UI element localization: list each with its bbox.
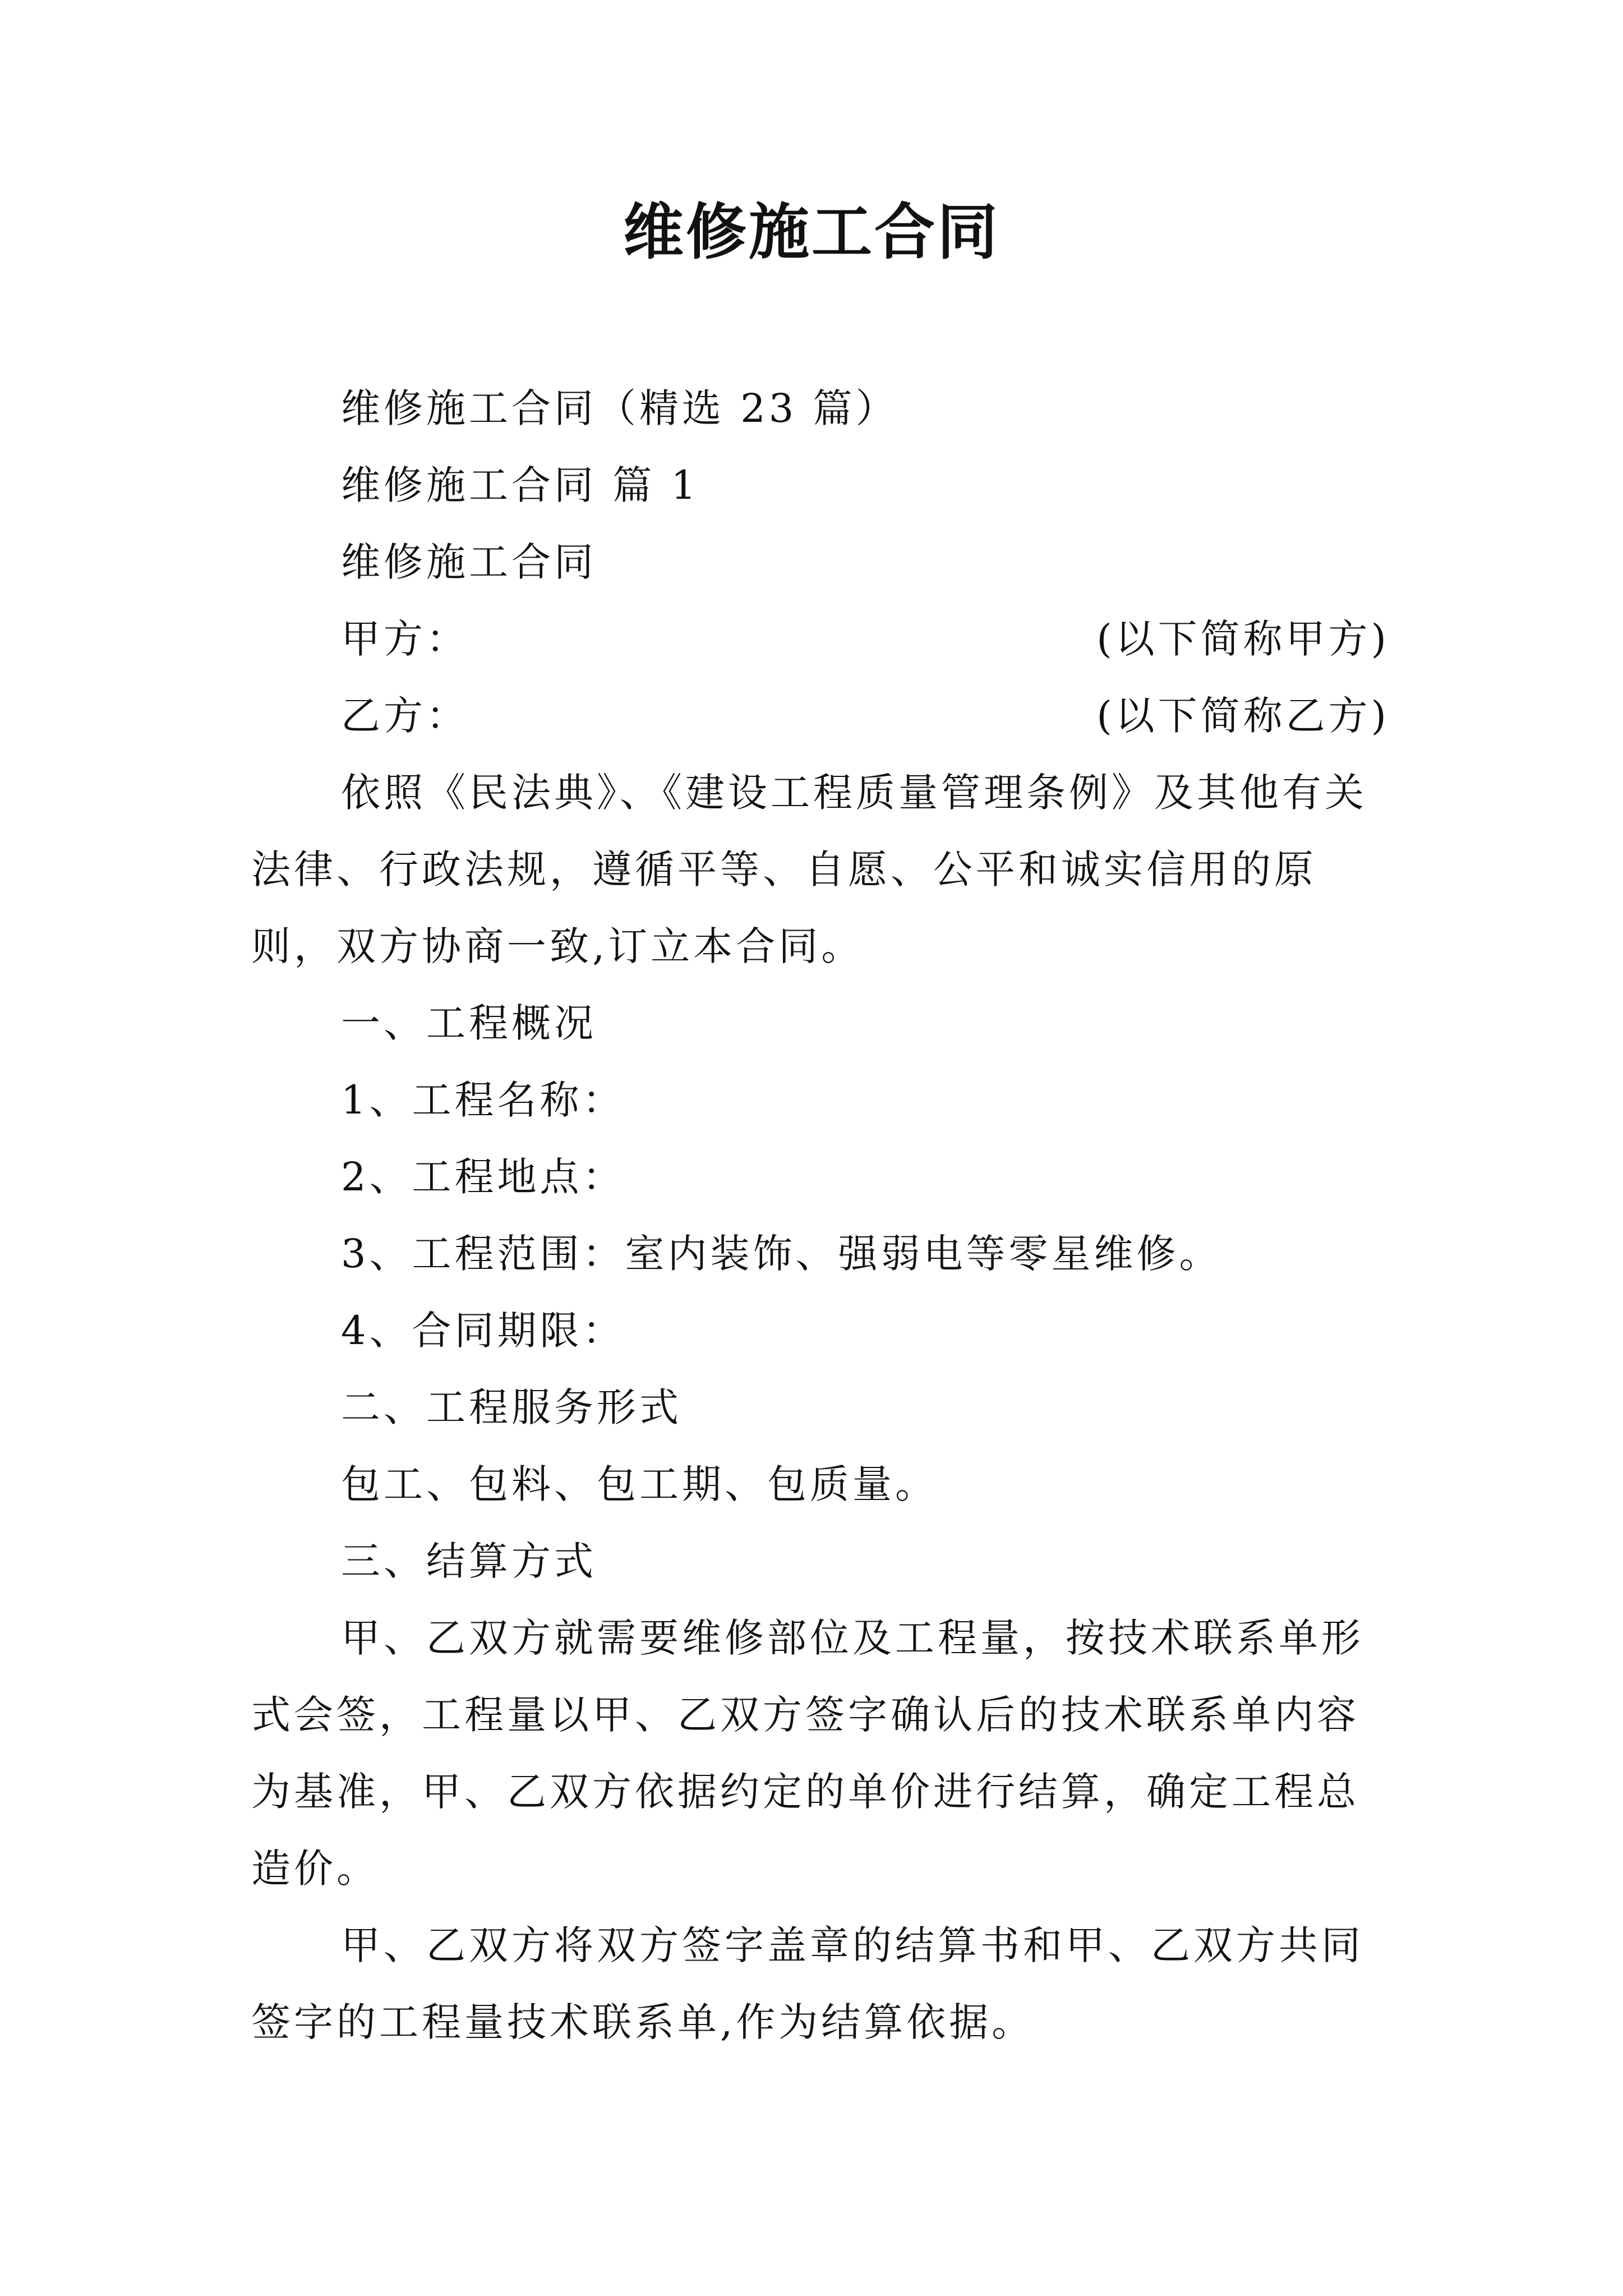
party-b-line — [251, 678, 1390, 754]
section-item: 4、合同期限： — [341, 1308, 625, 1354]
intro-paragraph: 依照《民法典》、《建设工程质量管理条例》及其他有关法律、行政法规，遵循平等、自愿、公平和诚实信用的原则，双方协商一致,订立本合同。 — [251, 770, 1367, 969]
section-item: 二、工程服务形式 — [341, 1384, 682, 1430]
party-a-label: 甲方： — [341, 616, 469, 662]
document-title: 维修施工合同 — [623, 197, 1000, 268]
section-item: 2、工程地点： — [341, 1154, 625, 1200]
section-item: 三、结算方式 — [341, 1538, 597, 1584]
settlement-paragraph: 甲、乙双方就需要维修部位及工程量，按技术联系单形式会签，工程量以甲、乙双方签字确认后的技术联系单内容为基准，甲、乙双方依据约定的单价进行结算，确定工程总造价。 — [251, 1615, 1364, 1892]
party-b-label: 乙方： — [341, 693, 469, 739]
contract-name-line: 维修施工合同 — [341, 539, 597, 585]
party-a-line — [251, 601, 1390, 678]
party-b-note: (以下简称乙方) — [1096, 693, 1390, 739]
section-item: 3、工程范围：室内装饰、强弱电等零星维修。 — [341, 1231, 1222, 1277]
section-item: 一、工程概况 — [341, 1000, 597, 1046]
section-item: 1、工程名称： — [341, 1077, 625, 1123]
section-item: 包工、包料、包工期、包质量。 — [341, 1461, 938, 1507]
section-heading-line: 维修施工合同 篇 1 — [341, 462, 700, 508]
subtitle-line: 维修施工合同（精选 23 篇） — [341, 385, 898, 431]
document-body — [251, 370, 1390, 2061]
party-a-note: (以下简称甲方) — [1096, 616, 1390, 662]
settlement-basis-paragraph: 甲、乙双方将双方签字盖章的结算书和甲、乙双方共同签字的工程量技术联系单,作为结算依据。 — [251, 1922, 1364, 2045]
